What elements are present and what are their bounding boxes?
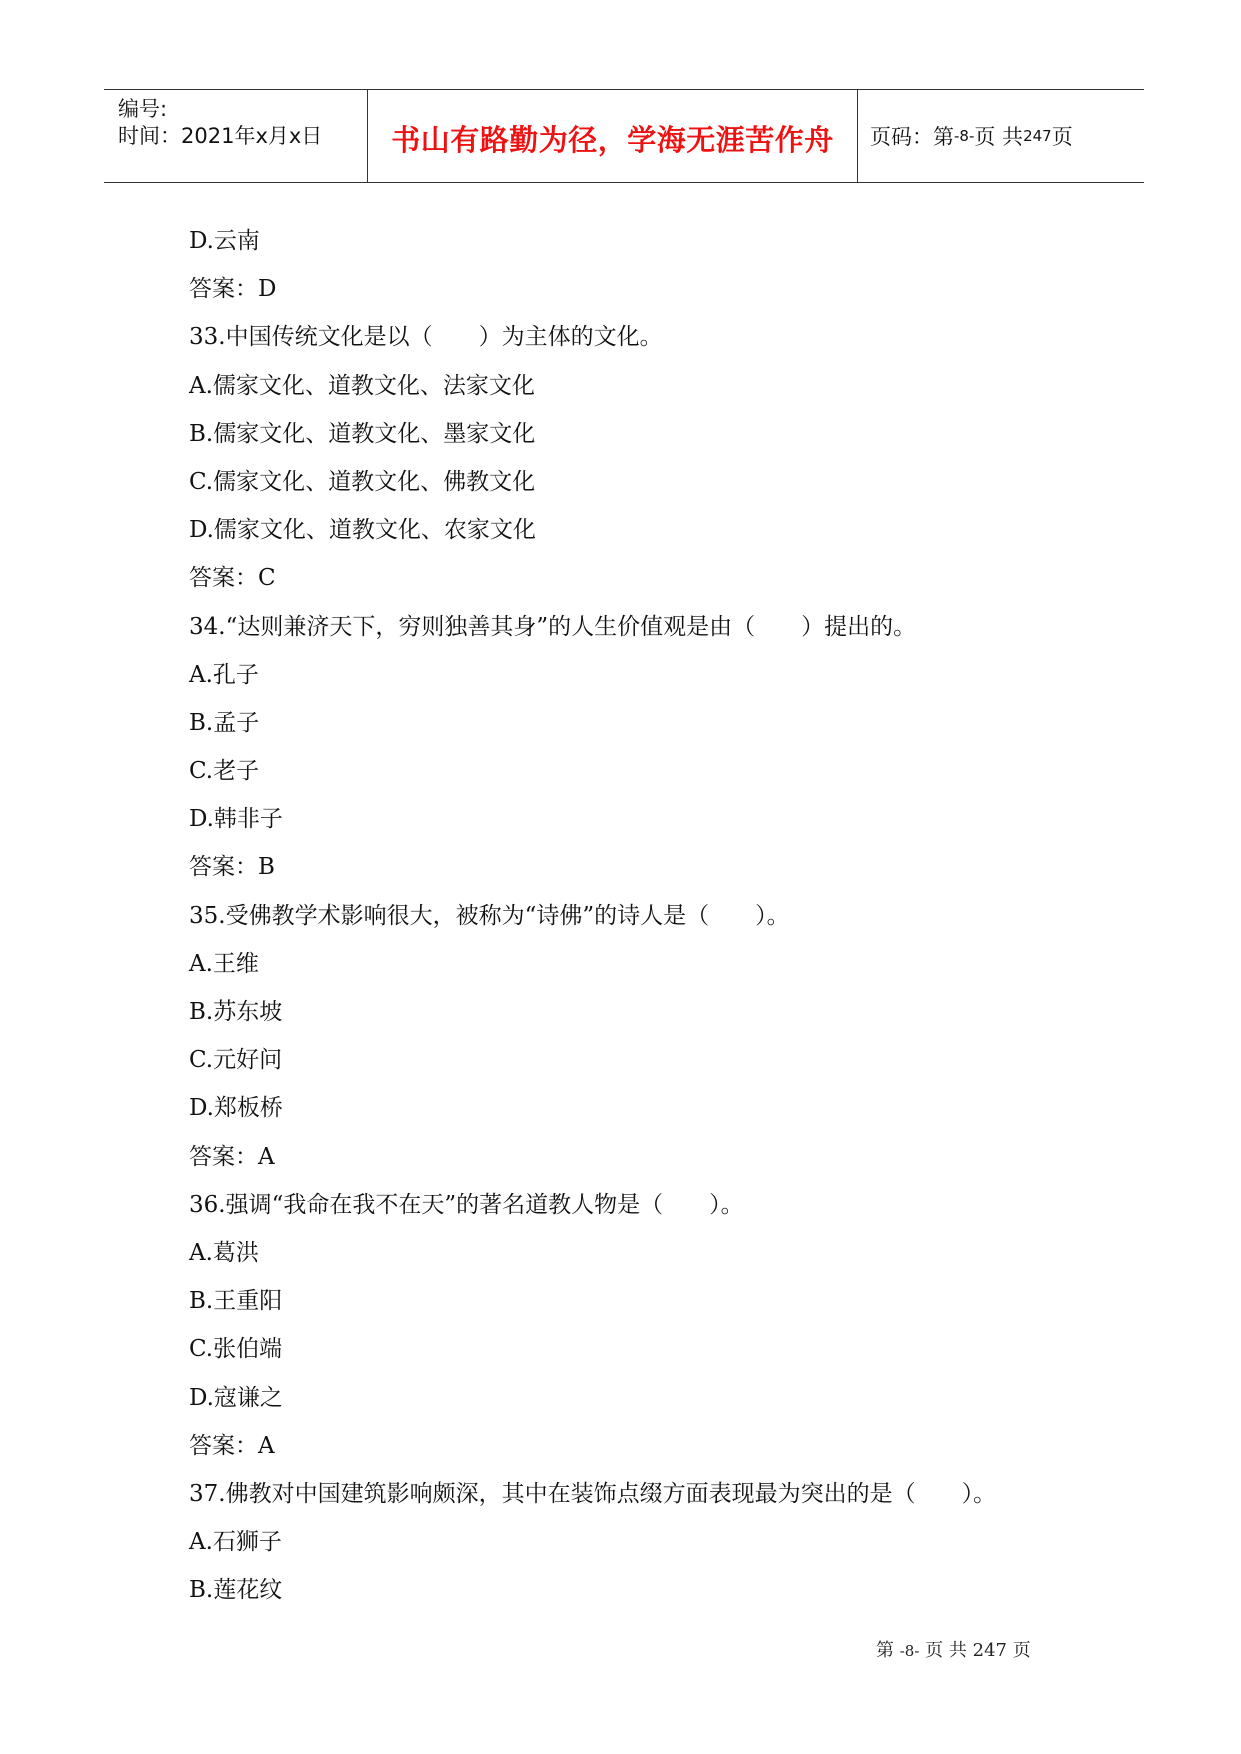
option-line: B.莲花纹 — [189, 1577, 283, 1604]
header-page-number: -8- — [954, 127, 975, 145]
option-line: B.儒家文化、道教文化、墨家文化 — [189, 420, 536, 447]
option-line: C.张伯端 — [189, 1336, 283, 1363]
footer-prefix: 第 — [876, 1640, 894, 1661]
option-line: A.儒家文化、道教文化、法家文化 — [189, 372, 535, 399]
header-page-label: 页码：第 — [870, 125, 954, 149]
option-line: C.儒家文化、道教文化、佛教文化 — [189, 468, 536, 495]
option-line: B.王重阳 — [189, 1288, 283, 1315]
footer-middle: 页 共 — [925, 1640, 967, 1661]
header-page-end: 页 — [1051, 125, 1073, 149]
footer-page-total: 247 — [972, 1640, 1007, 1661]
time-label: 时间：2021年x月x日 — [118, 124, 323, 148]
option-line: A.葛洪 — [189, 1239, 259, 1266]
option-line: D.寇谦之 — [189, 1384, 283, 1411]
text-line: D.云南 — [189, 228, 260, 254]
option-line: D.儒家文化、道教文化、农家文化 — [189, 517, 536, 544]
header-motto: 书山有路勤为径，学海无涯苦作舟 — [391, 122, 834, 157]
question-line: 36.强调“我命在我不在天”的著名道教人物是（ ）。 — [189, 1191, 744, 1218]
option-line: B.苏东坡 — [189, 999, 283, 1025]
option-line: A.石狮子 — [189, 1529, 282, 1556]
question-line: 37.佛教对中国建筑影响颇深，其中在装饰点缀方面表现最为突出的是（ ）。 — [189, 1480, 997, 1507]
option-line: A.王维 — [189, 950, 259, 977]
header-page-cell — [858, 90, 1144, 182]
option-line: D.郑板桥 — [189, 1095, 283, 1122]
page-header — [104, 89, 1144, 183]
question-line: 35.受佛教学术影响很大，被称为“诗佛”的诗人是（ ）。 — [189, 902, 790, 929]
footer-page-number: -8- — [899, 1642, 920, 1660]
answer-line: 答案：C — [189, 565, 276, 592]
serial-label: 编号: — [118, 97, 168, 121]
question-line: 34.“达则兼济天下，穷则独善其身”的人生价值观是由（ ）提出的。 — [189, 613, 917, 640]
option-line: C.元好问 — [189, 1047, 283, 1074]
answer-line: 答案：A — [189, 1143, 275, 1170]
answer-line: 答案：D — [189, 276, 277, 303]
header-page-total: 247 — [1023, 127, 1052, 145]
footer-suffix: 页 — [1012, 1640, 1031, 1661]
question-line: 33.中国传统文化是以（ ）为主体的文化。 — [189, 324, 663, 351]
header-page-suffix: 页 共 — [974, 125, 1024, 149]
page-footer — [876, 1636, 1031, 1662]
option-line: A.孔子 — [189, 661, 259, 688]
answer-line: 答案：A — [189, 1432, 275, 1459]
answer-line: 答案：B — [189, 854, 275, 881]
document-body — [189, 222, 1089, 1619]
option-line: C.老子 — [189, 758, 260, 785]
option-line: B.孟子 — [189, 709, 260, 736]
header-meta-cell — [104, 90, 368, 182]
option-line: D.韩非子 — [189, 806, 283, 833]
header-motto-cell — [368, 90, 858, 182]
